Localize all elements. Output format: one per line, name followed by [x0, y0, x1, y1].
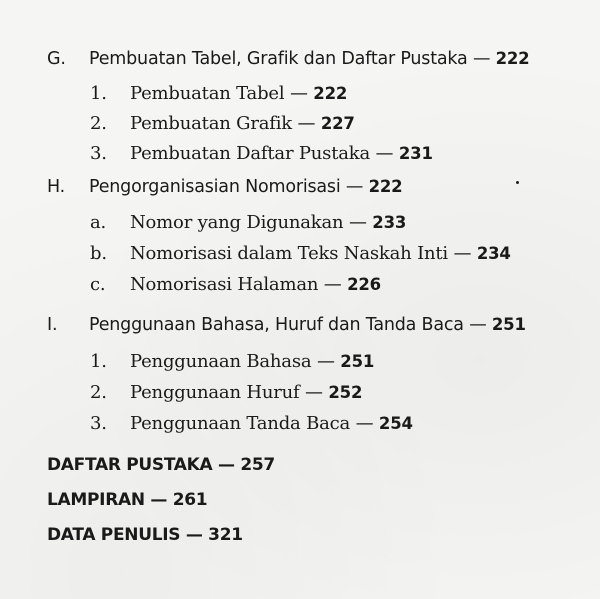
item-number: 3.	[90, 413, 107, 434]
item-number: 2.	[90, 113, 107, 134]
item-title: Penggunaan Tanda Baca	[130, 413, 351, 434]
item-number: b.	[90, 243, 107, 264]
toc-item-g2	[90, 113, 355, 134]
item-title: Pembuatan Tabel	[130, 83, 285, 104]
item-number: 1.	[90, 351, 107, 372]
toc-item-hc	[90, 274, 381, 295]
page-dash: —	[472, 49, 491, 69]
section-heading-i	[47, 315, 526, 335]
chapter-title: DAFTAR PUSTAKA	[47, 455, 213, 475]
section-letter: I.	[47, 315, 58, 335]
page-number: 252	[328, 383, 363, 402]
item-title: Nomorisasi Halaman	[130, 274, 319, 295]
page-number: 227	[320, 114, 355, 133]
page-dash: —	[348, 212, 367, 233]
chapter-title: DATA PENULIS	[47, 525, 181, 545]
page-dash: —	[305, 382, 323, 403]
item-number: 1.	[90, 83, 107, 104]
chapter-title: LAMPIRAN	[47, 490, 145, 510]
page-number: 231	[398, 144, 433, 163]
toc-item-i2	[90, 382, 362, 403]
page-dash: —	[469, 315, 487, 335]
page-number: 254	[378, 414, 413, 433]
page-number: 257	[240, 455, 275, 475]
section-title: Penggunaan Bahasa, Huruf dan Tanda Baca	[89, 315, 464, 335]
section-heading-g	[47, 49, 529, 69]
item-number: 3.	[90, 143, 107, 164]
section-title: Pembuatan Tabel, Grafik dan Daftar Pustaka	[89, 49, 468, 69]
page-number: 261	[172, 490, 208, 510]
section-heading-h	[47, 177, 402, 197]
toc-item-g3	[90, 143, 433, 164]
toc-item-i3	[90, 413, 413, 434]
chapter-data-penulis	[47, 525, 243, 545]
page-number: 222	[495, 49, 530, 68]
page-number: 222	[313, 84, 348, 103]
page-number: 222	[368, 177, 403, 196]
print-speck	[516, 181, 519, 184]
section-title: Pengorganisasian Nomorisasi	[89, 177, 341, 197]
page-number: 251	[340, 352, 375, 371]
item-title: Pembuatan Daftar Pustaka	[130, 143, 371, 164]
item-title: Pembuatan Grafik	[130, 113, 292, 134]
page-dash: —	[316, 351, 335, 372]
page-number: 234	[476, 244, 511, 263]
page-number: 233	[372, 213, 407, 232]
toc-item-g1	[90, 83, 347, 104]
item-title: Penggunaan Bahasa	[130, 351, 312, 372]
item-title: Nomor yang Digunakan	[130, 212, 344, 233]
toc-item-i1	[90, 351, 374, 372]
page-number: 226	[347, 275, 381, 294]
item-title: Nomorisasi dalam Teks Naskah Inti	[130, 243, 448, 264]
section-letter: G.	[47, 49, 66, 69]
chapter-lampiran	[47, 490, 207, 510]
page-dash: —	[323, 274, 342, 295]
toc-item-ha	[90, 212, 406, 233]
page-dash: —	[185, 525, 203, 545]
item-title: Penggunaan Huruf	[130, 382, 300, 403]
page-dash: —	[453, 243, 472, 264]
page-dash: —	[375, 143, 394, 164]
page-number: 321	[208, 525, 243, 545]
page-dash: —	[218, 455, 235, 475]
page-dash: —	[355, 413, 374, 434]
item-number: a.	[90, 212, 107, 233]
page-dash: —	[297, 113, 316, 134]
toc-item-hb	[90, 243, 511, 264]
page-dash: —	[345, 177, 364, 197]
chapter-daftar-pustaka	[47, 455, 275, 475]
item-number: c.	[90, 274, 106, 295]
page-dash: —	[150, 490, 168, 510]
page-dash: —	[289, 83, 308, 104]
page-number: 251	[491, 315, 526, 334]
item-number: 2.	[90, 382, 107, 403]
section-letter: H.	[47, 177, 66, 197]
